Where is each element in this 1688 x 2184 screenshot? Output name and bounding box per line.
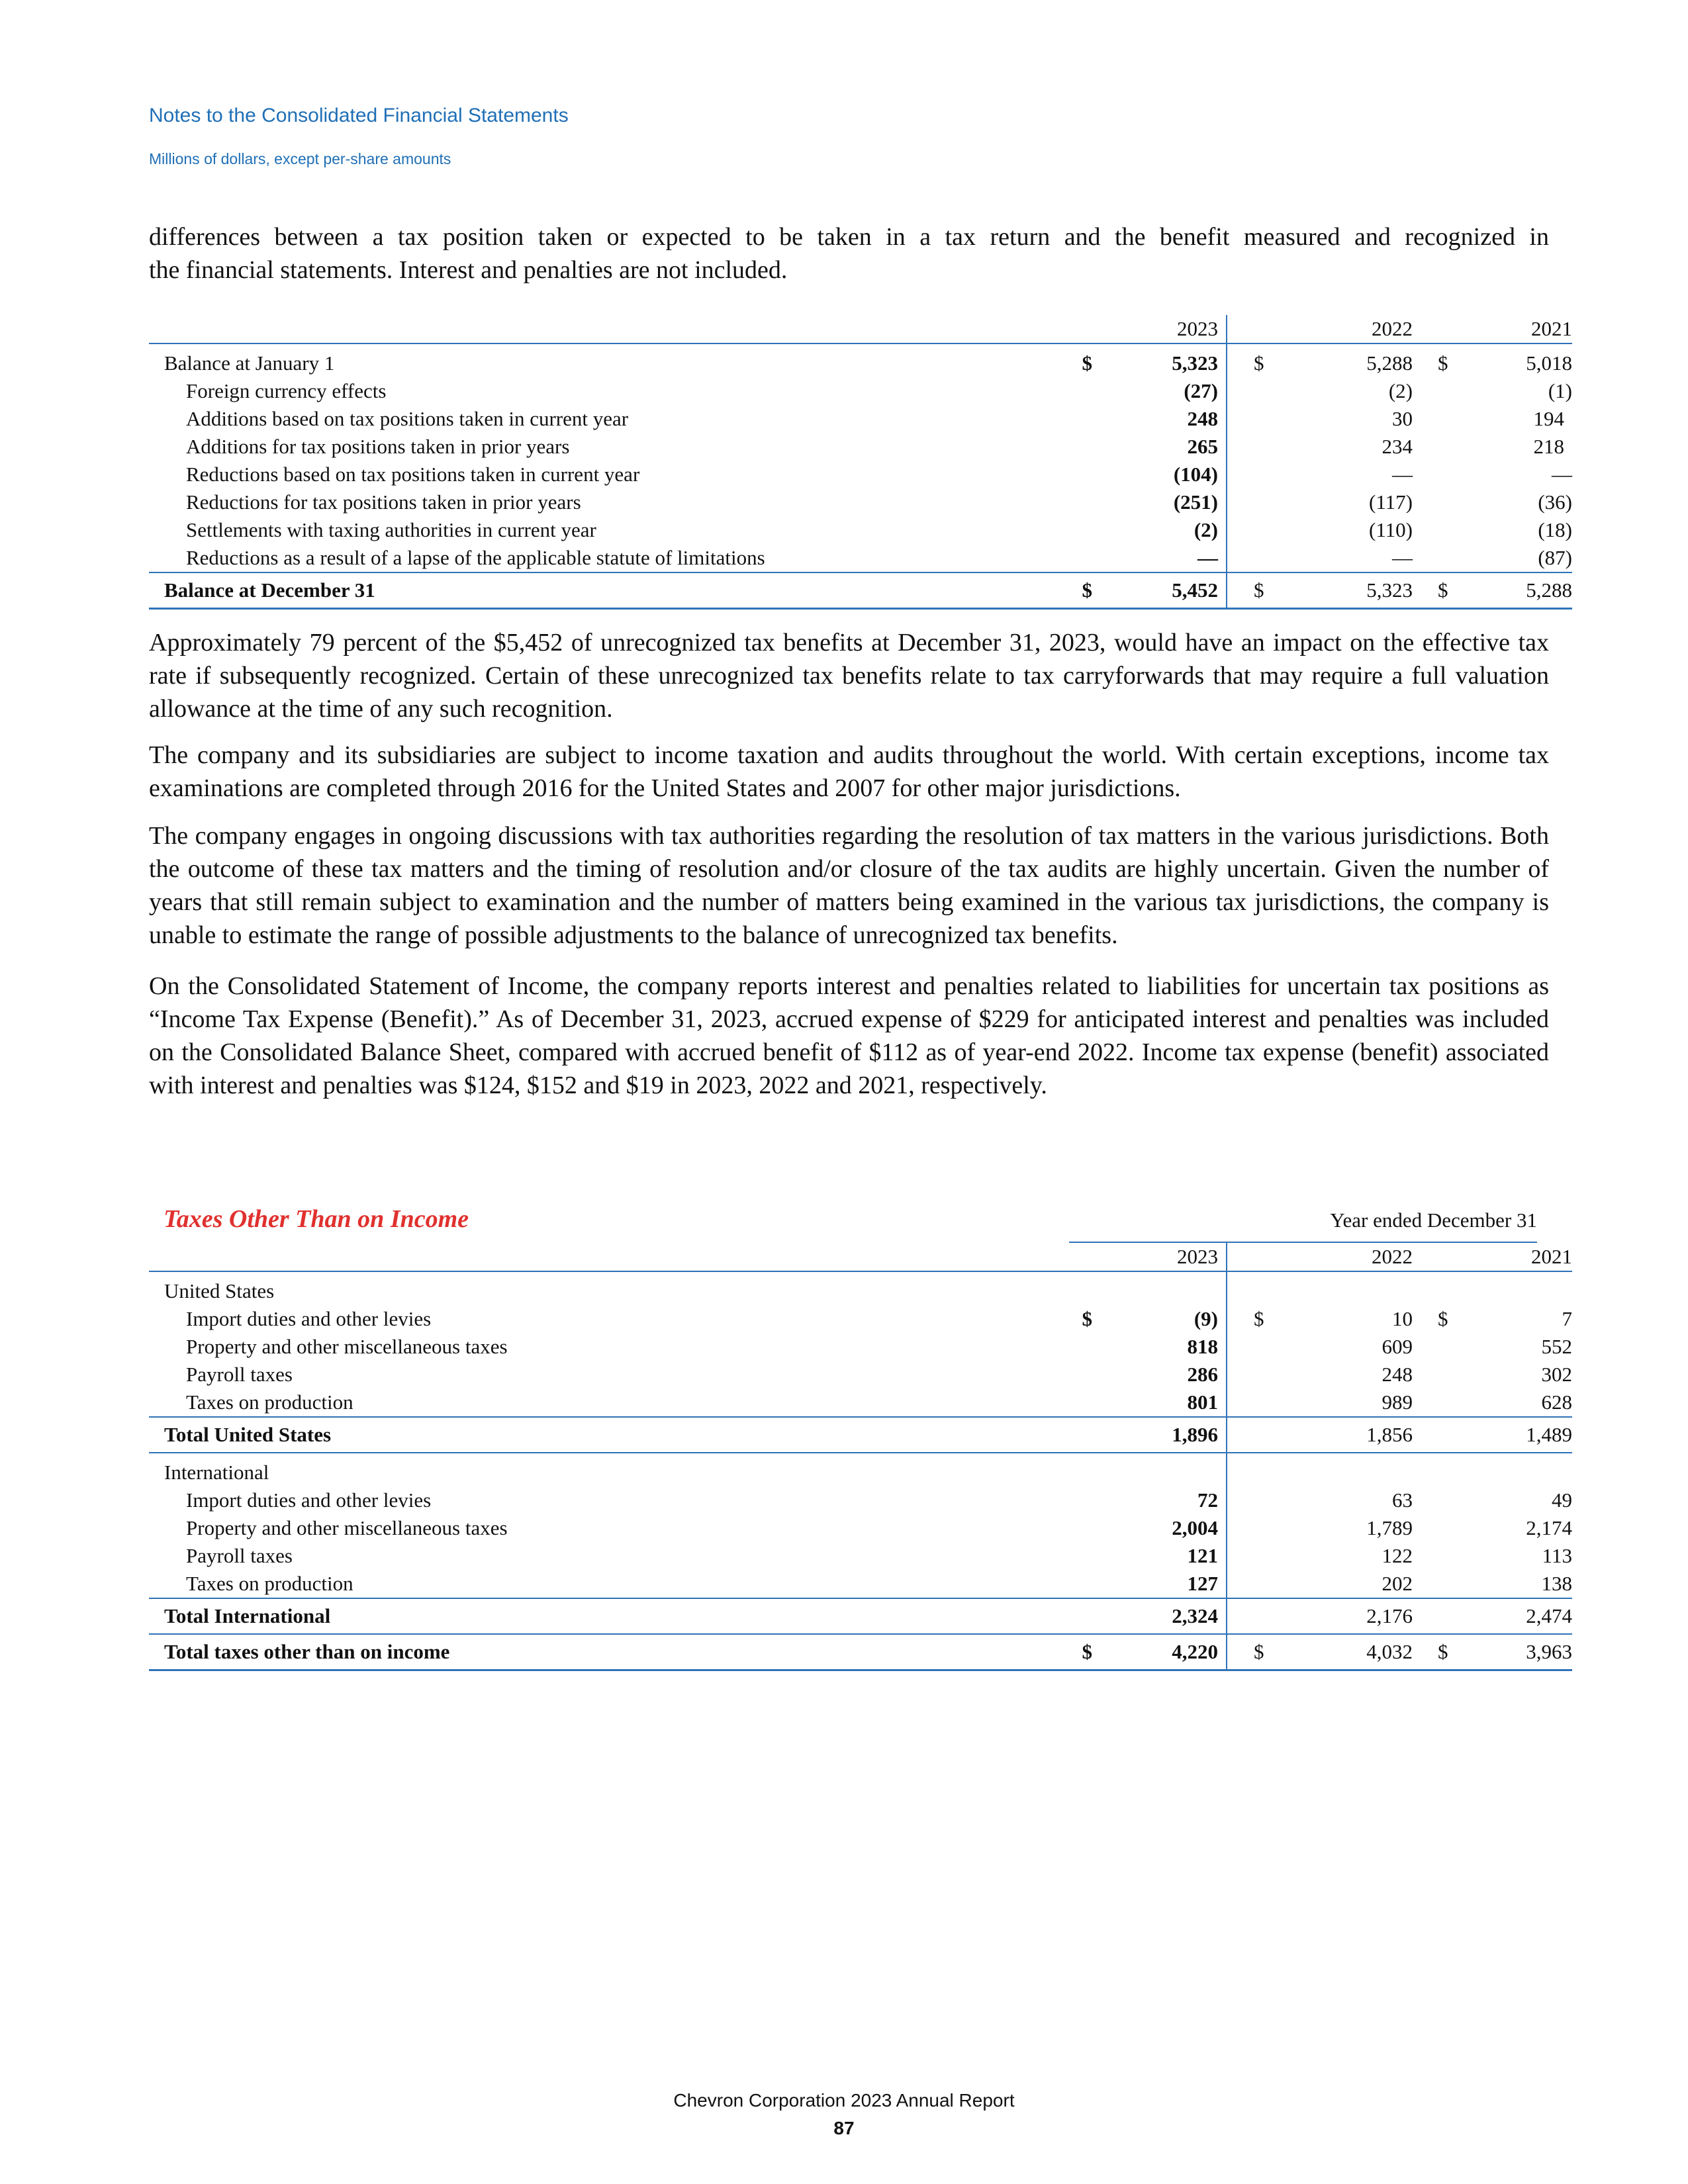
table-row: Import duties and other levies $ (9) $ 10 $ 7 xyxy=(149,1305,1572,1333)
table-row: Additions for tax positions taken in prior years 265 234 218 xyxy=(149,433,1572,461)
intro-line-2: the financial statements. Interest and penalties are not included. xyxy=(149,256,788,284)
year-header-2022: 2022 xyxy=(1372,1245,1413,1268)
table-row: Taxes on production 801 989 628 xyxy=(149,1388,1572,1417)
paragraph-income-taxation: The company and its subsidiaries are subject to income taxation and audits throughout the world. With certain exceptions, income tax examinations are completed through 2016 for the United States and 2007 for other major jurisdictions. xyxy=(149,741,1549,802)
intro-line-1: differences between a tax position taken or expected to be taken in a tax return and the benefit measured and recognized in xyxy=(149,223,1549,251)
page-header-title: Notes to the Consolidated Financial Statements xyxy=(149,105,569,126)
intro-paragraph xyxy=(149,220,1549,287)
total-row: Balance at December 31 $ 5,452 $ 5,323 $ 5,288 xyxy=(149,572,1572,608)
footer-report-name: Chevron Corporation 2023 Annual Report xyxy=(673,2090,1015,2111)
year-header-2021: 2021 xyxy=(1531,317,1572,340)
paragraph-unrecognized-benefits: Approximately 79 percent of the $5,452 of unrecognized tax benefits at December 31, 2023, would have an impact on the effective tax rate if subsequently recognized. Certain of these unrecognized tax benefits relate to tax carryforwards that may require a full valuation allowance at the time of any such recognition. xyxy=(149,629,1549,723)
table-row: Property and other miscellaneous taxes 2,004 1,789 2,174 xyxy=(149,1514,1572,1542)
table-row: Import duties and other levies 72 63 49 xyxy=(149,1486,1572,1514)
year-header-2022: 2022 xyxy=(1372,317,1413,340)
table-row: Reductions based on tax positions taken in current year (104) — — xyxy=(149,461,1572,488)
table-row: Payroll taxes 286 248 302 xyxy=(149,1361,1572,1388)
table-row: Settlements with taxing authorities in current year (2) (110) (18) xyxy=(149,516,1572,544)
year-header-2021: 2021 xyxy=(1531,1245,1572,1268)
year-header-2023: 2023 xyxy=(1092,315,1227,343)
page-header-subtitle: Millions of dollars, except per-share amounts xyxy=(149,150,451,167)
section-title-taxes-other: Taxes Other Than on Income xyxy=(164,1205,469,1233)
unrecognized-tax-benefits-table xyxy=(149,315,1572,610)
table-row: Balance at January 1 $ 5,323 $ 5,288 $ 5,018 xyxy=(149,343,1572,377)
table-row: Foreign currency effects (27) (2) (1) xyxy=(149,377,1572,405)
subtotal-row: Total United States 1,896 1,856 1,489 xyxy=(149,1417,1572,1453)
table-row: Taxes on production 127 202 138 xyxy=(149,1570,1572,1598)
table-header-row xyxy=(149,1243,1572,1271)
paragraph-interest-penalties: On the Consolidated Statement of Income, the company reports interest and penalties related to liabilities for uncertain tax positions as “Income Tax Expense (Benefit).” As of December 31, 2023, accrued expense of $229 for anticipated interest and penalties was included on the Consolidated Balance Sheet, compared with accrued benefit of $112 as of year-end 2022. Income tax expense (benefit) associated with interest and penalties was $124, $152 and $19 in 2023, 2022 and 2021, respectively. xyxy=(149,972,1549,1099)
table-row: Additions based on tax positions taken in current year 248 30 194 xyxy=(149,405,1572,433)
taxes-other-than-income-table xyxy=(149,1243,1572,1671)
table-header-row xyxy=(149,315,1572,343)
section-heading-row: International xyxy=(149,1453,1572,1486)
table-row: Property and other miscellaneous taxes 818 609 552 xyxy=(149,1333,1572,1361)
period-label: Year ended December 31 xyxy=(1069,1208,1537,1243)
section-heading-row: United States xyxy=(149,1271,1572,1305)
year-header-2023: 2023 xyxy=(1092,1243,1227,1271)
table-row: Payroll taxes 121 122 113 xyxy=(149,1542,1572,1570)
table-row: Reductions for tax positions taken in prior years (251) (117) (36) xyxy=(149,488,1572,516)
table-row: Reductions as a result of a lapse of the applicable statute of limitations — — (87) xyxy=(149,544,1572,572)
paragraph-ongoing-discussions: The company engages in ongoing discussions with tax authorities regarding the resolution of tax matters in the various jurisdictions. Both the outcome of these tax matters and the timing of resolution and/or closure of the tax audits are highly uncertain. Given the number of years that still remain subject to examination and the number of matters being examined in the various tax jurisdictions, the company is unable to estimate the range of possible adjustments to the balance of unrecognized tax benefits. xyxy=(149,822,1549,949)
page-number: 87 xyxy=(833,2118,855,2138)
subtotal-row: Total International 2,324 2,176 2,474 xyxy=(149,1598,1572,1634)
total-row: Total taxes other than on income $ 4,220 $ 4,032 $ 3,963 xyxy=(149,1634,1572,1670)
